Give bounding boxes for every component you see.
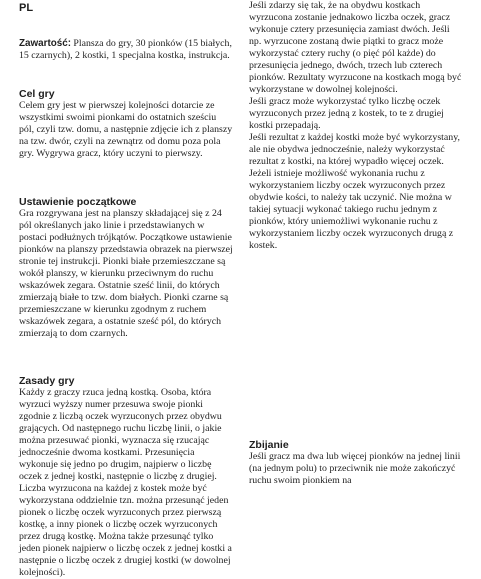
section-heading-capture: Zbijanie bbox=[249, 439, 289, 451]
section-heading-goal: Cel gry bbox=[19, 88, 55, 100]
language-code: PL bbox=[19, 2, 34, 14]
rules-paragraph-5: Jeżeli istnieje możliwość wykonania ruchu z wykorzystaniem liczby oczek wyrzuconych przez obydwie kości, to należy tak uczynić. Nie można w takiej sytuacji wykonać takiego ruchu jednym z pionków, który uniemożliwi wykonanie ruchu z wykorzystaniem liczby oczek wyrzuconych drugą z kostek. bbox=[249, 168, 454, 251]
rules-continued bbox=[249, 0, 463, 252]
contents-paragraph bbox=[19, 38, 233, 62]
section-text-goal: Celem gry jest w pierwszej kolejności dotarcie ze wszystkimi swoimi pionkami do ostatnich sześciu pól, czyli tzw. domu, a następnie zdjęcie ich z planszy na tzw. dwór, czyli na zewnątrz od domu poza pola gry. Wygrywa gracz, który uczyni to pierwszy. bbox=[19, 100, 233, 159]
section-text-capture: Jeśli gracz ma dwa lub więcej pionków na jednej linii (na jednym polu) to przeciwnik nie może zakończyć ruchu swoim pionkiem na bbox=[249, 451, 461, 486]
section-rules bbox=[19, 375, 233, 579]
section-text-setup: Gra rozgrywana jest na planszy składającej się z 24 pól określanych jako linie i przedstawianych w postaci podłużnych trójkątów. Początkowe ustawienie pionków na planszy przedstawia obrazek na pierwszej stronie tej instrukcji. Pionki białe przemieszczane są wokół planszy, w kierunku przeciwnym do ruchu wskazówek zegara. Ostatnie sześć linii, do których zmierzają białe to tzw. dom białych. Pionki czarne są przemieszczane w kierunku zgodnym z ruchem wskazówek zegara, a ostatnie sześć pól, do których zmierzają to dom czarnych. bbox=[19, 208, 233, 339]
contents-label: Zawartość: bbox=[19, 38, 71, 49]
section-goal bbox=[19, 88, 233, 160]
contents-text: Plansza do gry, 30 pionków (15 białych, 15 czarnych), 2 kostki, 1 specjalna kostka, instrukcja. bbox=[19, 38, 232, 61]
rules-text-continued: Każdy z graczy rzuca jedną kostką. Osoba, która wyrzuci wyższy numer przesuwa swoje pionki zgodnie z liczbą oczek wyrzuconych przez obydwu grających. Od następnego ruchu liczbę linii, o jakie można przesuwać pionki, wyznacza się rzucając jednocześnie dwoma kostkami. Przesunięcia wykonuje się jedno po drugim, najpierw o liczbę oczek z jednej kostki, następnie o liczbę z drugiej. Liczba wyrzucona na każdej z kostek może być wykorzystana oddzielnie tzn. można przesunąć jeden pionek o liczbę oczek wyrzuconych przez pierwszą kostkę, a inny pionek o liczbę oczek wyrzuconych przez drugą kostkę. Można także przesunąć tylko jeden pionek najpierw o liczbę oczek z jednej kostki a następnie o liczbę oczek z drugiej kostki (w dowolnej kolejności). bbox=[19, 387, 232, 578]
section-text-rules bbox=[19, 387, 233, 579]
section-setup bbox=[19, 196, 233, 340]
rules-paragraph-2: Jeśli zdarzy się tak, że na obydwu kostkach wyrzucona zostanie jednakowo liczba oczek, gracz wykonuje cztery przesunięcia zamiast dwóch. Jeśli np. wyrzucone zostaną dwie piątki to gracz może wykorzystać cztery ruchy (o pięć pól każde) do przesunięcia jednego, dwóch, trzech lub czterech pionków. Rezultaty wyrzucone na kostkach mogą być wykorzystane w dowolnej kolejności. bbox=[249, 0, 462, 95]
rules-paragraph-3: Jeśli gracz może wykorzystać tylko liczbę oczek wyrzuconych przez jedną z kostek, to te z drugiej kostki przepadają. bbox=[249, 96, 444, 131]
section-heading-setup: Ustawienie początkowe bbox=[19, 196, 137, 208]
section-capture bbox=[249, 439, 463, 487]
rules-paragraph-4: Jeśli rezultat z każdej kostki może być wykorzystany, ale nie obydwa jednocześnie, należy wykorzystać rezultat z kostki, na której wypadło więcej oczek. bbox=[249, 132, 460, 167]
section-heading-rules: Zasady gry bbox=[19, 375, 75, 387]
